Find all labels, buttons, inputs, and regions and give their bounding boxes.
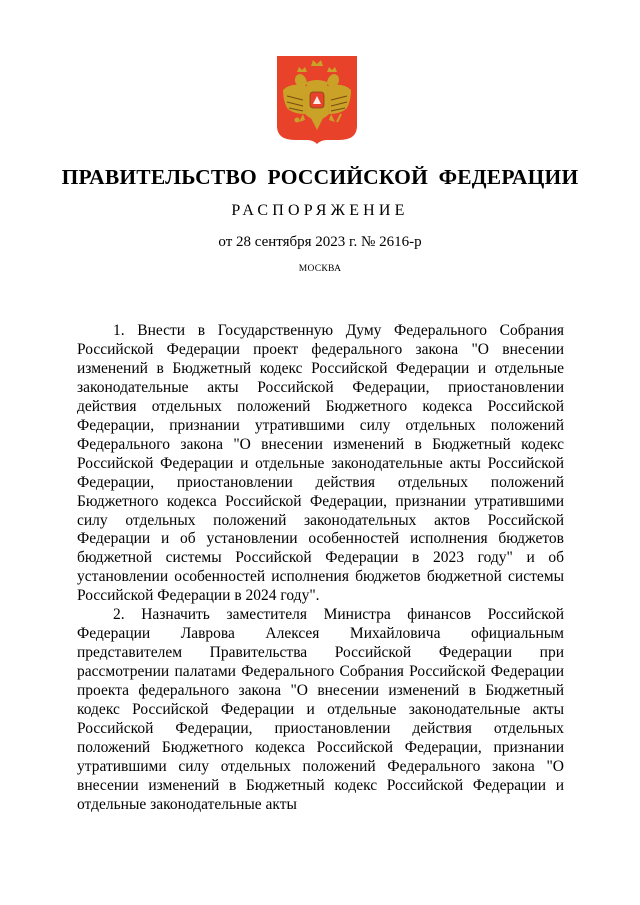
paragraph-2: 2. Назначить заместителя Министра финансов Российской Федерации Лаврова Алексея Михайловича официальным представителем Правительства Российской Федерации при рассмотрении палатами Федерального Собрания Российской Федерации проекта федерального закона "О внесении изменений в Бюджетный кодекс Российской Федерации и отдельные законодательные акты Российской Федерации, приостановлении действия отдельных положений Бюджетного кодекса Российской Федерации, признании утратившими силу отдельных положений Федерального закона "О внесении изменений в Бюджетный кодекс Российской Федерации и отдельные законодательные акты [77,606,564,813]
government-title: ПРАВИТЕЛЬСТВО РОССИЙСКОЙ ФЕДЕРАЦИИ [61,165,579,189]
document-body [77,322,564,815]
russian-coat-of-arms-icon [277,56,357,144]
document-date-number: от 28 сентября 2023 г. № 2616-р [218,234,422,250]
document-city: МОСКВА [298,264,342,274]
document-type: РАСПОРЯЖЕНИЕ [231,202,409,219]
paragraph-1: 1. Внести в Государственную Думу Федерального Собрания Российской Федерации проект федерального закона "О внесении изменений в Бюджетный кодекс Российской Федерации и отдельные законодательные акты Российской Федерации, приостановлении действия отдельных положений Бюджетного кодекса Российской Федерации, признании утратившими силу отдельных положений Федерального закона "О внесении изменений в Бюджетный кодекс Российской Федерации и отдельные законодательные акты Российской Федерации, приостановлении действия отдельных положений Бюджетного кодекса Российской Федерации, признании утратившими силу отдельных положений законодательных актов Российской Федерации и об установлении особенностей исполнения бюджетов бюджетной системы Российской Федерации в 2023 году" и об установлении особенностей исполнения бюджетов бюджетной системы Российской Федерации в 2024 году". [77,322,564,605]
